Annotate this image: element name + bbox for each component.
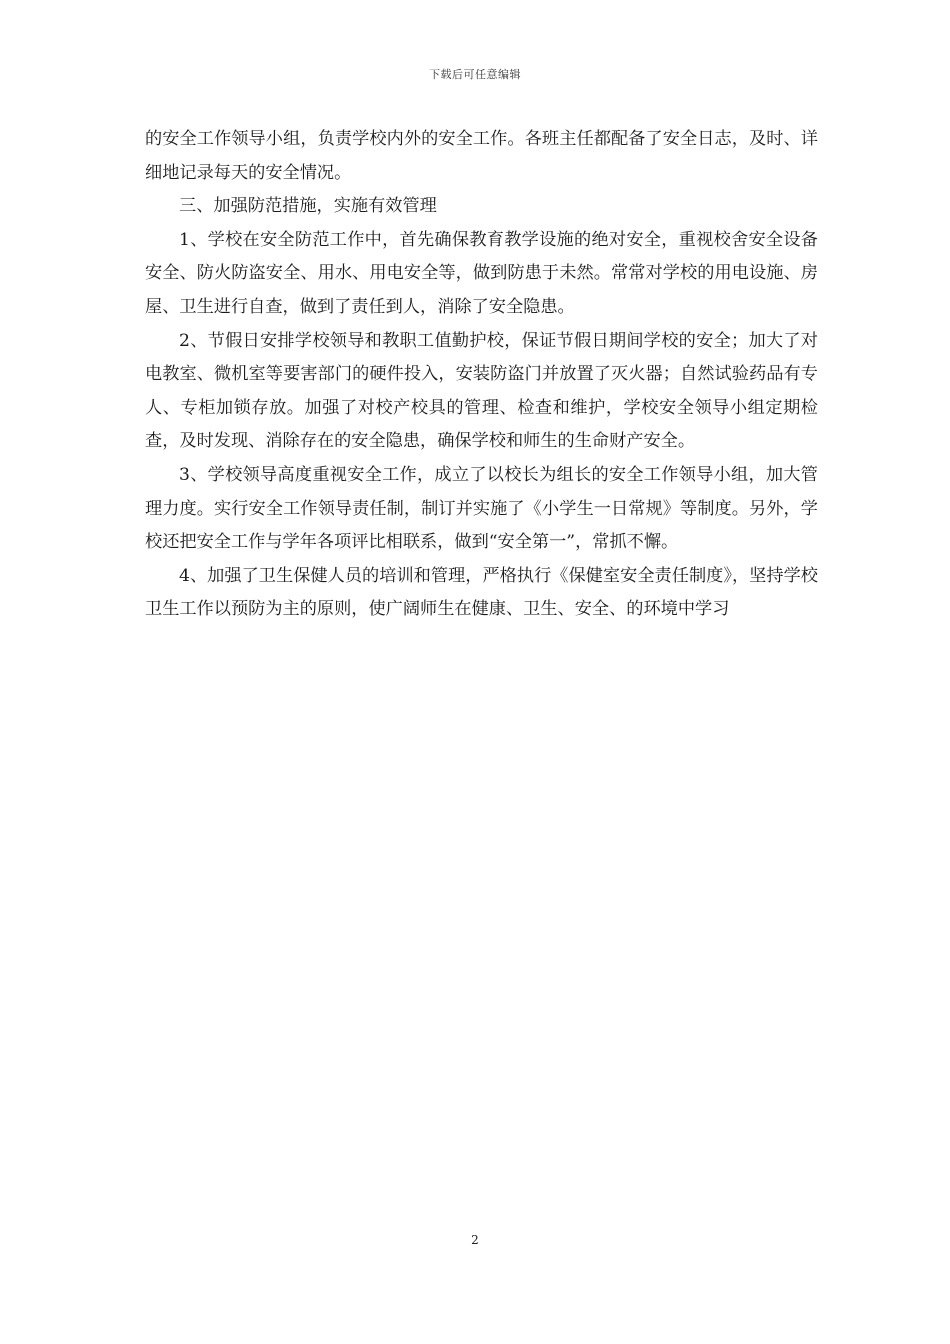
paragraph-item-3: 3、学校领导高度重视安全工作，成立了以校长为组长的安全工作领导小组，加大管理力度。实行安全工作领导责任制，制订并实施了《小学生一日常规》等制度。另外，学校还把安全工作与学年各项评比相联系，做到“安全第一”，常抓不懈。 — [145, 464, 818, 553]
page-header: 下载后可任意编辑 — [429, 68, 521, 81]
paragraph-continuation: 的安全工作领导小组，负责学校内外的安全工作。各班主任都配备了安全日志，及时、详细地记录每天的安全情况。 — [145, 129, 818, 183]
page-number: 2 — [471, 1233, 479, 1247]
paragraph-item-4: 4、加强了卫生保健人员的培训和管理，严格执行《保健室安全责任制度》，坚持学校卫生工作以预防为主的原则，使广阔师生在健康、卫生、安全、的环境中学习 — [145, 565, 818, 620]
paragraph-item-2: 2、节假日安排学校领导和教职工值勤护校，保证节假日期间学校的安全；加大了对电教室、微机室等要害部门的硬件投入，安装防盗门并放置了灭火器；自然试验药品有专人、专柜加锁存放。加强了对校产校具的管理、检查和维护，学校安全领导小组定期检查，及时发现、消除存在的安全隐患，确保学校和师生的生命财产安全。 — [145, 330, 818, 452]
section-heading: 三、加强防范措施，实施有效管理 — [179, 196, 437, 217]
paragraph-item-1: 1、学校在安全防范工作中，首先确保教育教学设施的绝对安全，重视校舍安全设备安全、防火防盗安全、用水、用电安全等，做到防患于未然。常常对学校的用电设施、房屋、卫生进行自查，做到了责任到人，消除了安全隐患。 — [145, 229, 818, 317]
document-body — [145, 123, 818, 627]
